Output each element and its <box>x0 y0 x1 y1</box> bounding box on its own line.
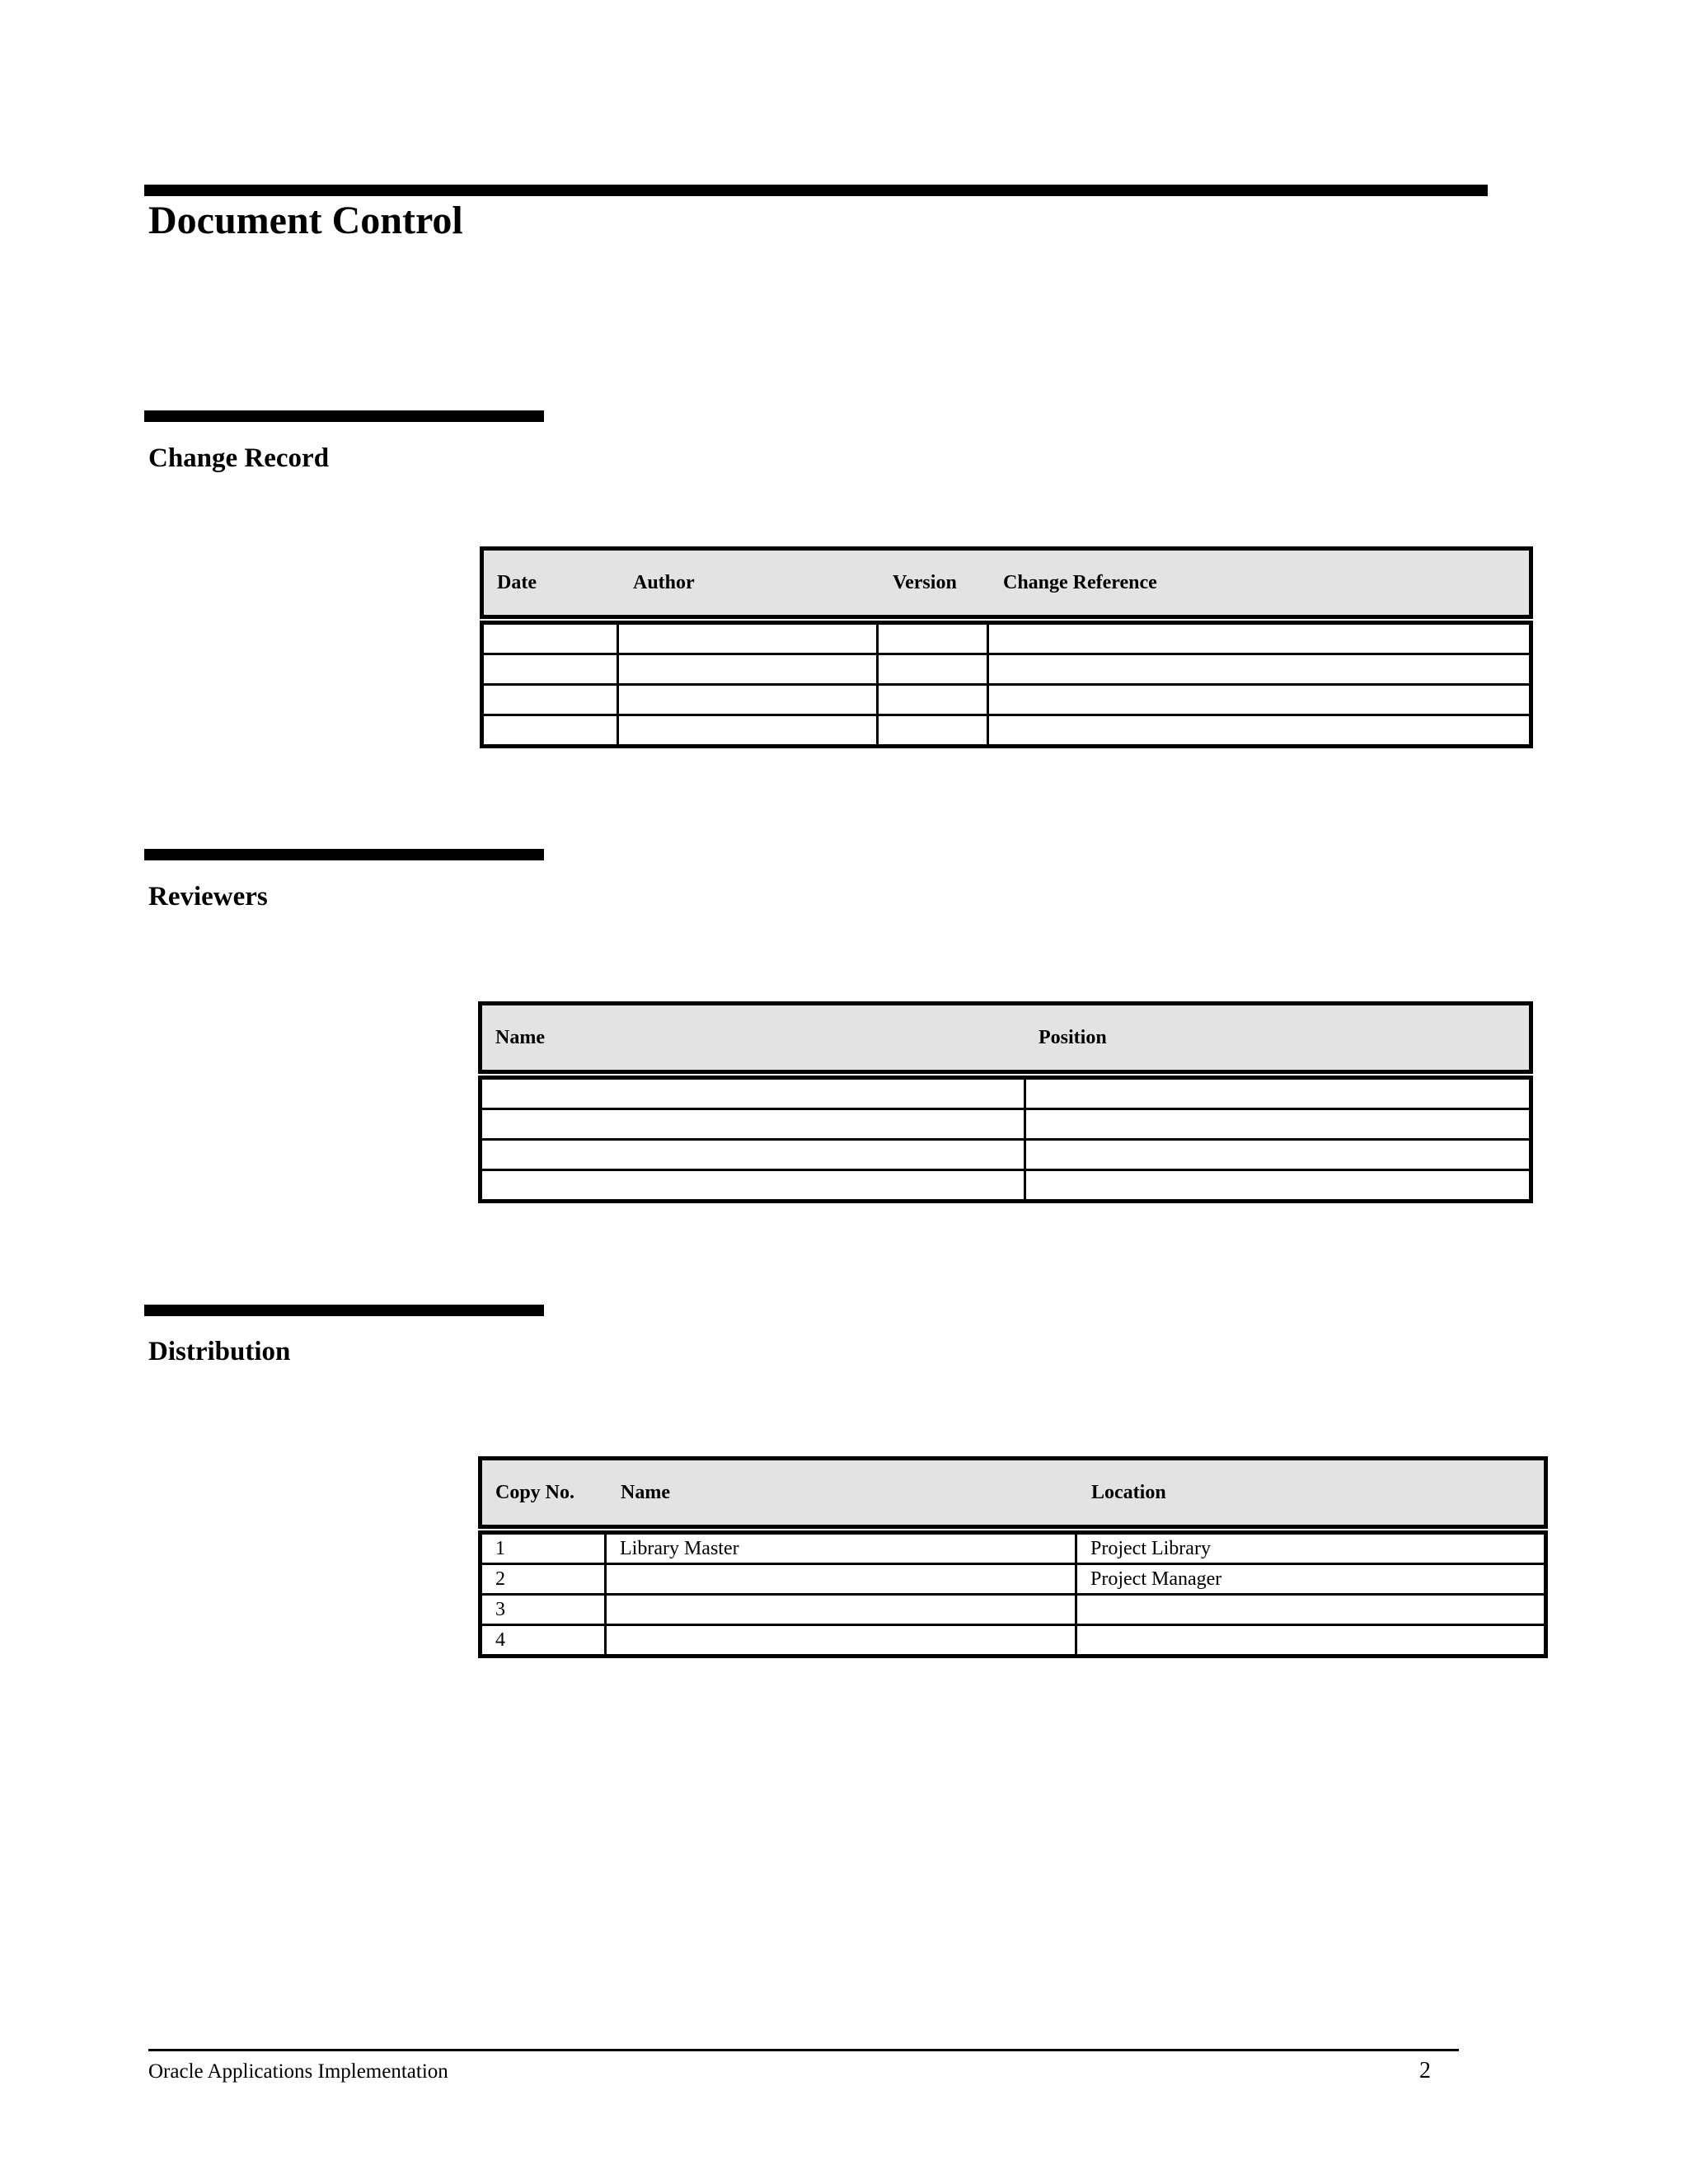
table-cell <box>878 685 988 715</box>
column-header: Location <box>1078 1459 1546 1527</box>
table-cell <box>1025 1140 1531 1170</box>
table-cell <box>1025 1078 1531 1109</box>
table-cell <box>482 654 618 685</box>
column-header: Date <box>482 549 621 617</box>
table-cell <box>988 715 1531 747</box>
column-header: Position <box>1025 1004 1531 1072</box>
table-row <box>482 654 1531 685</box>
table-cell <box>1076 1625 1546 1657</box>
table-cell <box>618 623 878 654</box>
table-cell <box>1025 1109 1531 1140</box>
table-row <box>482 623 1531 654</box>
column-header: Author <box>620 549 879 617</box>
table-cell: Library Master <box>606 1533 1076 1564</box>
reviewers-header <box>478 1001 1533 1074</box>
page-title: Document Control <box>148 199 463 242</box>
table-cell: Project Manager <box>1076 1564 1546 1595</box>
reviewers-table <box>478 1076 1533 1203</box>
footer-rule <box>148 2049 1459 2051</box>
table-row <box>481 1170 1531 1202</box>
distribution-header <box>478 1456 1548 1529</box>
table-cell <box>878 715 988 747</box>
table-cell <box>482 715 618 747</box>
table-cell: 1 <box>481 1533 606 1564</box>
table-cell <box>606 1625 1076 1657</box>
table-cell <box>606 1595 1076 1625</box>
table-cell <box>618 715 878 747</box>
change-record-header <box>480 546 1533 619</box>
table-cell <box>618 654 878 685</box>
table-row <box>481 1109 1531 1140</box>
page-number: 2 <box>1419 2058 1431 2083</box>
table-cell <box>988 654 1531 685</box>
table-row <box>481 1625 1546 1657</box>
table-cell <box>988 685 1531 715</box>
table-cell <box>1025 1170 1531 1202</box>
change-record-title: Change Record <box>148 443 330 473</box>
table-cell: 3 <box>481 1595 606 1625</box>
change-record-rule <box>144 410 544 422</box>
table-cell: 4 <box>481 1625 606 1657</box>
table-cell <box>481 1109 1025 1140</box>
table-cell <box>481 1078 1025 1109</box>
change-record-table <box>480 621 1533 748</box>
table-row <box>481 1140 1531 1170</box>
table-cell <box>618 685 878 715</box>
table-cell <box>1076 1595 1546 1625</box>
reviewers-title: Reviewers <box>148 882 268 912</box>
table-row <box>482 685 1531 715</box>
table-row <box>481 1564 1546 1595</box>
table-cell: 2 <box>481 1564 606 1595</box>
table-row <box>481 1595 1546 1625</box>
footer-text: Oracle Applications Implementation <box>148 2060 448 2083</box>
table-cell <box>606 1564 1076 1595</box>
table-cell <box>481 1170 1025 1202</box>
reviewers-rule <box>144 849 544 860</box>
table-row <box>481 1533 1546 1564</box>
table-cell <box>482 685 618 715</box>
distribution-table <box>478 1530 1548 1658</box>
column-header: Name <box>481 1004 1026 1072</box>
distribution-rule <box>144 1305 544 1316</box>
table-row <box>482 715 1531 747</box>
table-cell <box>481 1140 1025 1170</box>
distribution-title: Distribution <box>148 1337 291 1366</box>
table-cell <box>482 623 618 654</box>
table-cell <box>878 654 988 685</box>
title-rule <box>144 185 1488 196</box>
column-header: Version <box>879 549 990 617</box>
table-cell <box>988 623 1531 654</box>
column-header: Copy No. <box>481 1459 608 1527</box>
column-header: Change Reference <box>990 549 1531 617</box>
table-cell: Project Library <box>1076 1533 1546 1564</box>
column-header: Name <box>607 1459 1078 1527</box>
table-cell <box>878 623 988 654</box>
table-row <box>481 1078 1531 1109</box>
